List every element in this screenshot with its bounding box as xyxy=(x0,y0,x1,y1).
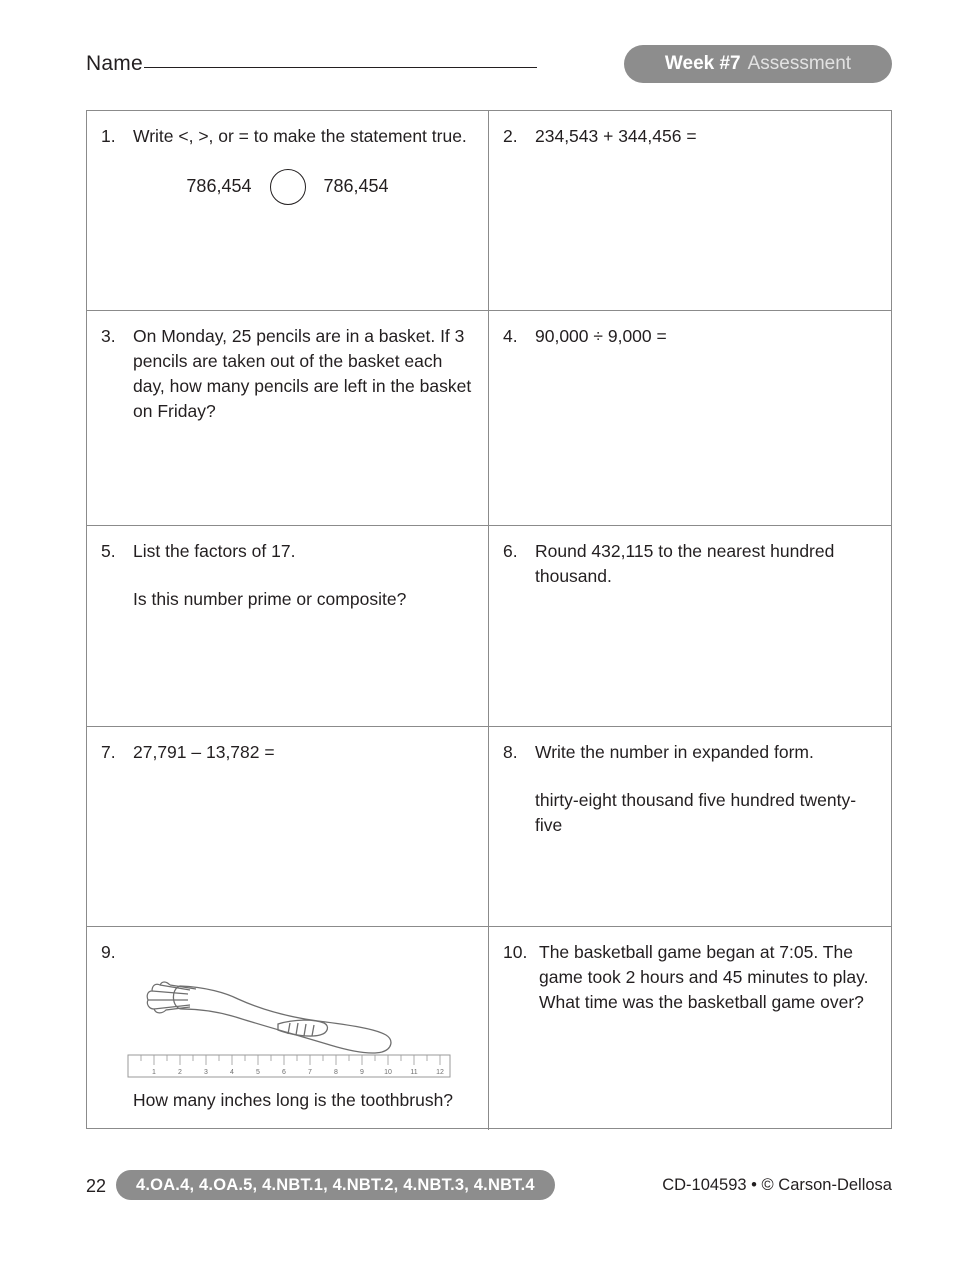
problem-8-statement xyxy=(503,740,877,765)
problem-8-text: Write the number in expanded form. xyxy=(535,742,814,762)
svg-text:7: 7 xyxy=(307,1068,312,1076)
svg-text:9: 9 xyxy=(359,1068,364,1076)
problem-cell-7[interactable] xyxy=(87,727,489,927)
problem-5-text: List the factors of 17. xyxy=(133,541,296,561)
problem-1-text: Write <, >, or = to make the statement true. xyxy=(133,126,467,146)
problem-cell-2[interactable] xyxy=(489,111,891,311)
compare-left-value: 786,454 xyxy=(186,176,252,197)
ruler-icon xyxy=(128,1055,450,1077)
problem-6-text: Round 432,115 to the nearest hundred thousand. xyxy=(535,541,835,586)
page-number: 22 xyxy=(86,1176,107,1196)
problem-7-number: 7. xyxy=(101,742,116,762)
svg-text:5: 5 xyxy=(255,1068,260,1076)
problem-cell-9[interactable] xyxy=(87,927,489,1130)
toothbrush-illustration-wrap xyxy=(101,967,474,1111)
svg-text:6: 6 xyxy=(281,1068,286,1076)
problem-3-number: 3. xyxy=(101,326,116,346)
problem-5-number: 5. xyxy=(101,541,116,561)
problem-grid xyxy=(86,110,892,1129)
svg-text:10: 10 xyxy=(383,1068,392,1076)
problem-5-subtext: Is this number prime or composite? xyxy=(133,588,407,609)
problem-10-text: The basketball game began at 7:05. The game took 2 hours and 45 minutes to play. What time was the basketball game over? xyxy=(539,942,869,1012)
problem-cell-5[interactable] xyxy=(87,526,489,727)
problem-2-text: 234,543 + 344,456 = xyxy=(535,126,697,146)
problem-7-text: 27,791 – 13,782 = xyxy=(133,742,275,762)
problem-3-statement xyxy=(101,324,474,423)
problem-cell-6[interactable] xyxy=(489,526,891,727)
svg-text:2: 2 xyxy=(177,1068,182,1076)
name-blank-rule xyxy=(144,67,537,68)
problem-1-statement xyxy=(101,124,474,149)
problem-4-number: 4. xyxy=(503,326,518,346)
problem-5-statement xyxy=(101,539,474,564)
week-number: Week #7 xyxy=(664,53,741,74)
problem-3-text: On Monday, 25 pencils are in a basket. If 3 pencils are taken out of the basket each day, how many pencils are left in the basket on Friday? xyxy=(133,326,472,421)
svg-text:1: 1 xyxy=(151,1068,156,1076)
problem-10-statement xyxy=(503,940,877,1015)
problem-cell-10[interactable] xyxy=(489,927,891,1130)
problem-8-number: 8. xyxy=(503,742,518,762)
problem-9-caption: How many inches long is the toothbrush? xyxy=(133,1089,454,1110)
page-header xyxy=(86,48,892,92)
copyright-text: CD-104593 • © Carson-Dellosa xyxy=(662,1176,892,1194)
comparison-row xyxy=(101,169,474,205)
toothbrush-ruler-icon xyxy=(118,967,458,1082)
week-assessment-badge xyxy=(624,45,892,83)
problem-4-statement xyxy=(503,324,877,349)
problem-9-statement xyxy=(101,940,474,965)
problem-9-number: 9. xyxy=(101,942,116,962)
svg-text:8: 8 xyxy=(333,1068,338,1076)
problem-cell-3[interactable] xyxy=(87,311,489,526)
name-label: Name xyxy=(86,52,143,75)
svg-text:4: 4 xyxy=(229,1068,234,1076)
svg-text:12: 12 xyxy=(435,1068,444,1076)
svg-text:3: 3 xyxy=(203,1068,208,1076)
problem-4-text: 90,000 ÷ 9,000 = xyxy=(535,326,667,346)
problem-cell-8[interactable] xyxy=(489,727,891,927)
problem-8-subtext: thirty-eight thousand five hundred twenty-five xyxy=(535,789,857,835)
problem-1-number: 1. xyxy=(101,126,116,146)
problem-6-statement xyxy=(503,539,877,589)
assessment-label: Assessment xyxy=(747,53,852,74)
name-field[interactable] xyxy=(86,52,537,76)
problem-cell-4[interactable] xyxy=(489,311,891,526)
problem-2-number: 2. xyxy=(503,126,518,146)
page-footer xyxy=(86,1170,892,1204)
problem-7-statement xyxy=(101,740,474,765)
compare-right-value: 786,454 xyxy=(323,176,389,197)
problem-6-number: 6. xyxy=(503,541,518,561)
answer-circle[interactable] xyxy=(270,169,306,205)
problem-cell-1[interactable] xyxy=(87,111,489,311)
standards-badge: 4.OA.4, 4.OA.5, 4.NBT.1, 4.NBT.2, 4.NBT.3, 4.NBT.4 xyxy=(116,1170,555,1200)
problem-10-number: 10. xyxy=(503,942,528,962)
problem-2-statement xyxy=(503,124,877,149)
svg-text:11: 11 xyxy=(409,1068,418,1076)
